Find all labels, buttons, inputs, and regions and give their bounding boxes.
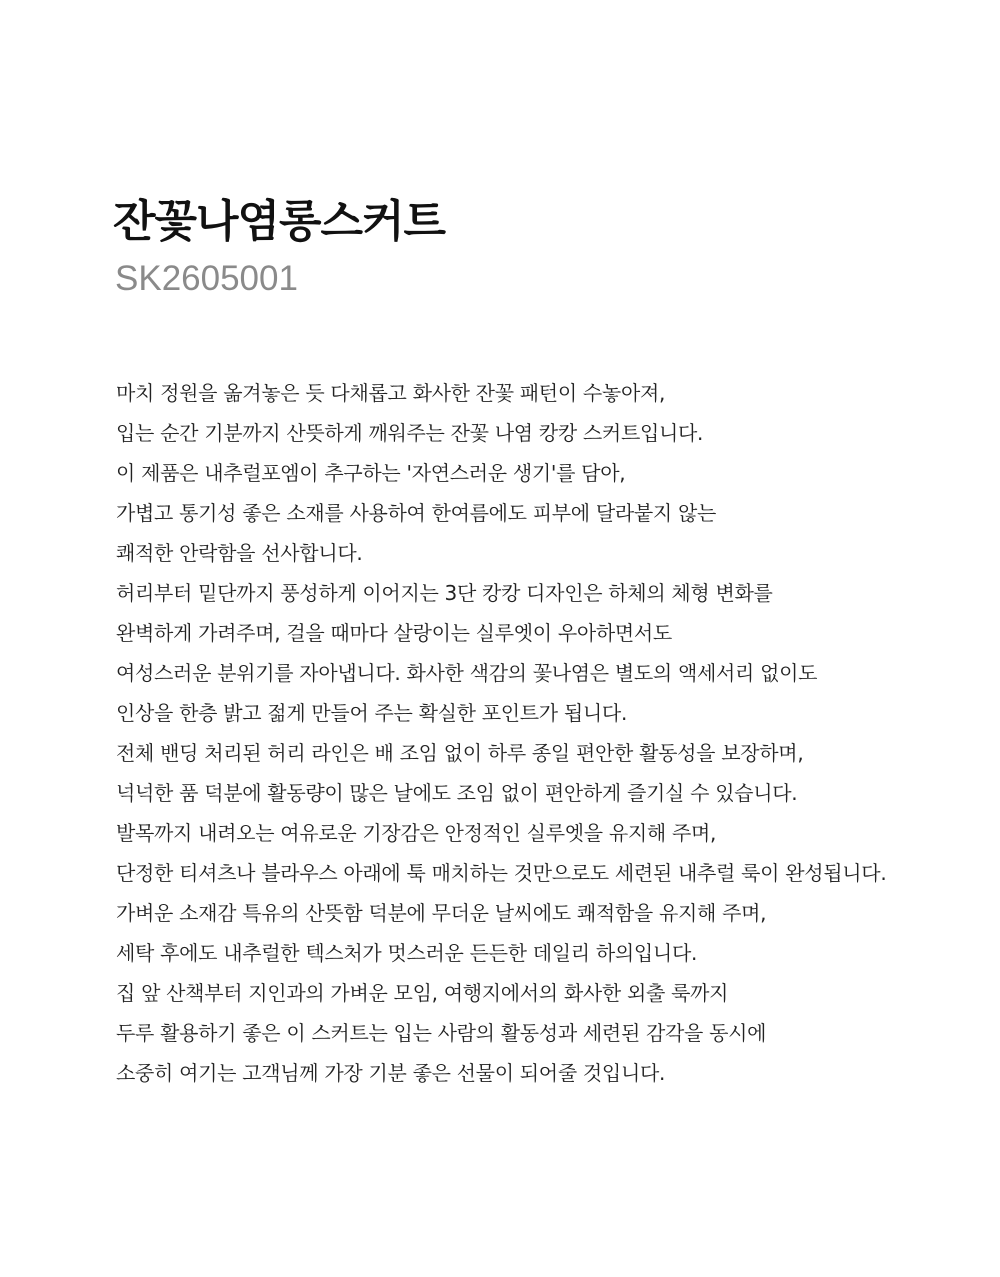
description-line: 가볍고 통기성 좋은 소재를 사용하여 한여름에도 피부에 달라붙지 않는: [116, 501, 717, 525]
description-line: 넉넉한 품 덕분에 활동량이 많은 날에도 조임 없이 편안하게 즐기실 수 있습니다.: [116, 781, 798, 805]
description-line: 집 앞 산책부터 지인과의 가벼운 모임, 여행지에서의 화사한 외출 룩까지: [116, 981, 729, 1005]
product-title: 잔꽃나염롱스커트: [113, 196, 446, 247]
product-code: SK2605001: [115, 259, 298, 298]
description-line: 인상을 한층 밝고 젊게 만들어 주는 확실한 포인트가 됩니다.: [116, 701, 627, 725]
description-line: 전체 밴딩 처리된 허리 라인은 배 조임 없이 하루 종일 편안한 활동성을 보장하며,: [116, 741, 804, 765]
product-description: [116, 373, 886, 1093]
description-line: 세탁 후에도 내추럴한 텍스처가 멋스러운 든든한 데일리 하의입니다.: [116, 941, 698, 965]
description-line: 완벽하게 가려주며, 걸을 때마다 살랑이는 실루엣이 우아하면서도: [116, 621, 672, 645]
description-line: 입는 순간 기분까지 산뜻하게 깨워주는 잔꽃 나염 캉캉 스커트입니다.: [116, 421, 704, 445]
description-line: 소중히 여기는 고객님께 가장 기분 좋은 선물이 되어줄 것입니다.: [116, 1061, 666, 1085]
description-line: 여성스러운 분위기를 자아냅니다. 화사한 색감의 꽃나염은 별도의 액세서리 없이도: [116, 661, 818, 685]
description-line: 가벼운 소재감 특유의 산뜻함 덕분에 무더운 날씨에도 쾌적함을 유지해 주며,: [116, 901, 767, 925]
description-line: 쾌적한 안락함을 선사합니다.: [116, 541, 363, 565]
description-line: 마치 정원을 옮겨놓은 듯 다채롭고 화사한 잔꽃 패턴이 수놓아져,: [116, 381, 666, 405]
description-line: 두루 활용하기 좋은 이 스커트는 입는 사람의 활동성과 세련된 감각을 동시에: [116, 1021, 767, 1045]
description-line: 단정한 티셔츠나 블라우스 아래에 툭 매치하는 것만으로도 세련된 내추럴 룩이 완성됩니다.: [116, 861, 887, 885]
description-line: 허리부터 밑단까지 풍성하게 이어지는 3단 캉캉 디자인은 하체의 체형 변화를: [116, 581, 773, 605]
description-line: 발목까지 내려오는 여유로운 기장감은 안정적인 실루엣을 유지해 주며,: [116, 821, 717, 845]
description-line: 이 제품은 내추럴포엠이 추구하는 '자연스러운 생기'를 담아,: [116, 461, 626, 485]
